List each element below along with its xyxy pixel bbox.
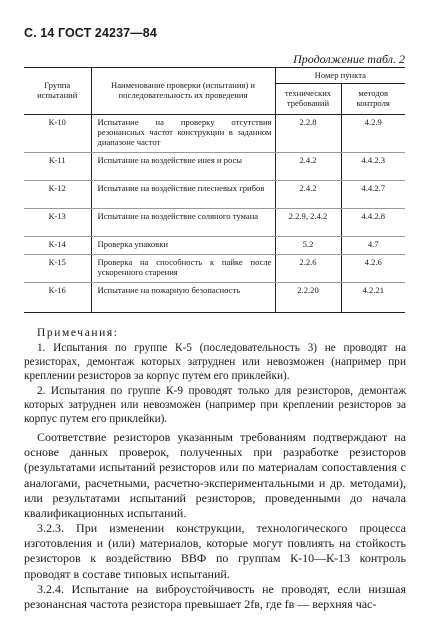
row-description: Испытание на пожарную безопасность bbox=[91, 283, 275, 313]
table-row bbox=[24, 181, 405, 209]
row-description: Проверка на способность к пайке после ускоренного старения bbox=[91, 255, 275, 283]
body-paragraph: 3.2.3. При изменении конструкции, технологического процесса изготовления и (или) материалов, которые могут повлиять на стойкость резисторов к воздействию ВВФ по группам К-10—К-13 контроль проводят в составе типовых испытаний. bbox=[24, 521, 406, 581]
row-group: К-11 bbox=[24, 153, 91, 181]
row-control-method: 4.4.2.7 bbox=[341, 181, 405, 209]
note-item: 1. Испытания по группе К-5 (последовательность 3) не проводят на резисторах, демонтаж которых затруднен или невозможен (например при креплении резисторов за корпус путем его приклейки). bbox=[24, 342, 406, 382]
header-control-methods: методов контроля bbox=[341, 84, 405, 115]
row-group: К-10 bbox=[24, 115, 91, 153]
row-group: К-15 bbox=[24, 255, 91, 283]
row-control-method: 4.2.21 bbox=[341, 283, 405, 313]
table-row bbox=[24, 115, 405, 153]
table-row bbox=[24, 209, 405, 237]
row-tech-requirement: 2.4.2 bbox=[275, 181, 341, 209]
row-group: К-13 bbox=[24, 209, 91, 237]
row-description: Испытание на воздействие инея и росы bbox=[91, 153, 275, 181]
row-tech-requirement: 2.4.2 bbox=[275, 153, 341, 181]
page-header: С. 14 ГОСТ 24237—84 bbox=[24, 26, 157, 40]
header-group: Группа испытаний bbox=[24, 68, 91, 115]
header-description: Наименование проверки (испытания) и последовательность их проведения bbox=[91, 68, 275, 115]
test-groups-table bbox=[24, 67, 405, 313]
header-tech-requirements: технических требований bbox=[275, 84, 341, 115]
table-row bbox=[24, 237, 405, 255]
row-description: Испытание на проверку отсутствия резонансных частот конструкции в заданном диапазоне частот bbox=[91, 115, 275, 153]
row-description: Испытание на воздействие плесневых грибов bbox=[91, 181, 275, 209]
row-control-method: 4.7 bbox=[341, 237, 405, 255]
notes-title: Примечания: bbox=[37, 327, 119, 339]
row-group: К-16 bbox=[24, 283, 91, 313]
row-tech-requirement: 2.2.8 bbox=[275, 115, 341, 153]
row-tech-requirement: 2.2.6 bbox=[275, 255, 341, 283]
body-paragraph: Соответствие резисторов указанным требованиям подтверждают на основе данных проверок, полученных при разработке резисторов (результатами испытаний резисторов или по материалам сопоставления с аналогами, расчетными, расчетно-экспериментальными и др. методами), или результатами испытаний резисторов, проведенными до начала квалификационных испытаний. bbox=[24, 430, 406, 521]
row-description: Испытание на воздействие соляного тумана bbox=[91, 209, 275, 237]
row-tech-requirement: 2.2.9, 2.4.2 bbox=[275, 209, 341, 237]
table-row bbox=[24, 255, 405, 283]
row-group: К-12 bbox=[24, 181, 91, 209]
row-control-method: 4.4.2.8 bbox=[341, 209, 405, 237]
body-paragraph: 3.2.4. Испытание на виброустойчивость не проводят, если низшая резонансная частота резистора превышает 2fв, где fв — верхняя час- bbox=[24, 582, 406, 612]
row-control-method: 4.2.9 bbox=[341, 115, 405, 153]
row-tech-requirement: 5.2 bbox=[275, 237, 341, 255]
row-group: К-14 bbox=[24, 237, 91, 255]
note-item: 2. Испытания по группе К-9 проводят только для резисторов, демонтаж которых затруднен или невозможен (например при креплении резисторов за корпус путем его приклейки). bbox=[24, 385, 406, 425]
table-row bbox=[24, 283, 405, 313]
row-control-method: 4.4.2.3 bbox=[341, 153, 405, 181]
table-continued-label: Продолжение табл. 2 bbox=[293, 52, 405, 66]
header-point-number: Номер пункта bbox=[275, 68, 405, 84]
row-tech-requirement: 2.2.20 bbox=[275, 283, 341, 313]
row-control-method: 4.2.6 bbox=[341, 255, 405, 283]
table-row bbox=[24, 153, 405, 181]
row-description: Проверка упаковки bbox=[91, 237, 275, 255]
